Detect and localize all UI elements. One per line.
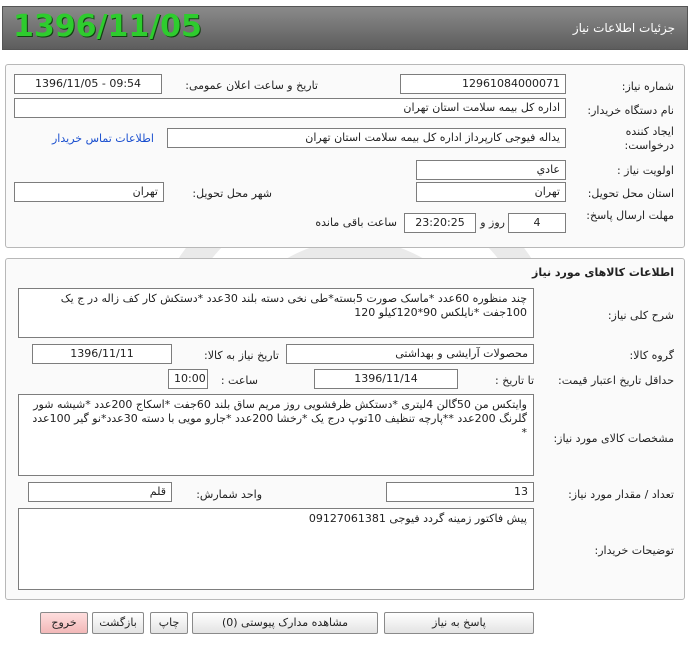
- group-field: محصولات آرایشی و بهداشتی: [286, 344, 534, 364]
- need-number-label: شماره نیاز:: [621, 80, 674, 93]
- city-field: تهران: [14, 182, 164, 202]
- page-title: جزئیات اطلاعات نیاز: [572, 21, 675, 35]
- summary-field: چند منظوره 60عدد *ماسک صورت 5بسته*طی نخی دسته بلند 30عدد *دستکش کار کف زاله در ج یک 100جفت *نایلکس 90*120کیلو 120: [18, 288, 534, 338]
- hour-field: 10:00: [168, 369, 208, 389]
- goods-section-title: اطلاعات کالاهای مورد نیاز: [532, 266, 674, 279]
- deadline-label: مهلت ارسال پاسخ:: [586, 209, 674, 222]
- announce-label: تاریخ و ساعت اعلان عمومی:: [185, 79, 318, 92]
- qty-label: تعداد / مقدار مورد نیاز:: [568, 488, 674, 501]
- unit-label: واحد شمارش:: [196, 488, 262, 501]
- creator-label: ایجاد کننده درخواست:: [624, 125, 674, 152]
- city-label: شهر محل تحویل:: [192, 187, 272, 200]
- back-button[interactable]: بازگشت: [92, 612, 144, 634]
- need-number-field: 12961084000071: [400, 74, 566, 94]
- creator-field: یداله فیوجی کارپرداز اداره کل بیمه سلامت استان تهران: [167, 128, 566, 148]
- exit-button[interactable]: خروج: [40, 612, 88, 634]
- validity-label: حداقل تاریخ اعتبار قیمت:: [558, 374, 674, 387]
- qty-field: 13: [386, 482, 534, 502]
- page-header: [2, 6, 688, 50]
- priority-field: عادي: [416, 160, 566, 180]
- remaining-label: ساعت باقی مانده: [315, 216, 397, 229]
- need-date-field: 1396/11/11: [32, 344, 172, 364]
- until-label: تا تاریخ :: [495, 374, 534, 387]
- print-button[interactable]: چاپ: [150, 612, 188, 634]
- summary-label: شرح کلی نیاز:: [607, 309, 674, 322]
- buyer-label: نام دستگاه خریدار:: [587, 104, 674, 117]
- attachments-button[interactable]: مشاهده مدارک پیوستی (0): [192, 612, 378, 634]
- announce-field: 1396/11/05 - 09:54: [14, 74, 162, 94]
- until-date-field: 1396/11/14: [314, 369, 458, 389]
- priority-label: اولویت نیاز :: [616, 164, 674, 177]
- days-field: 4: [508, 213, 566, 233]
- buyer-field: اداره کل بیمه سلامت استان تهران: [14, 98, 566, 118]
- days-label: روز و: [480, 216, 505, 229]
- notes-field: پیش فاکتور زمینه گردد فیوجی 09127061381: [18, 508, 534, 590]
- province-label: استان محل تحویل:: [587, 187, 674, 200]
- group-label: گروه کالا:: [629, 349, 674, 362]
- buyer-contact-link[interactable]: اطلاعات تماس خریدار: [52, 132, 154, 145]
- header-date: 1396/11/05: [13, 9, 202, 44]
- spec-label: مشخصات کالای مورد نیاز:: [553, 432, 674, 445]
- unit-field: قلم: [28, 482, 172, 502]
- province-field: تهران: [416, 182, 566, 202]
- need-date-label: تاریخ نیاز به کالا:: [204, 349, 279, 362]
- hour-label: ساعت :: [220, 374, 258, 387]
- remaining-time-field: 23:20:25: [404, 213, 476, 233]
- reply-button[interactable]: پاسخ به نیاز: [384, 612, 534, 634]
- spec-field: وایتکس من 50گالن 4لیتری *دستکش ظرفشویی روز مریم ساق بلند 60جفت *اسکاج 200عدد *شیشه شور گلرنگ 200عدد **پارچه تنظیف 10توپ درج یک *رخشا 200عدد *جارو مویی با دسته 30عدد*نو گیر 100عدد *: [18, 394, 534, 476]
- notes-label: توضیحات خریدار:: [594, 544, 674, 557]
